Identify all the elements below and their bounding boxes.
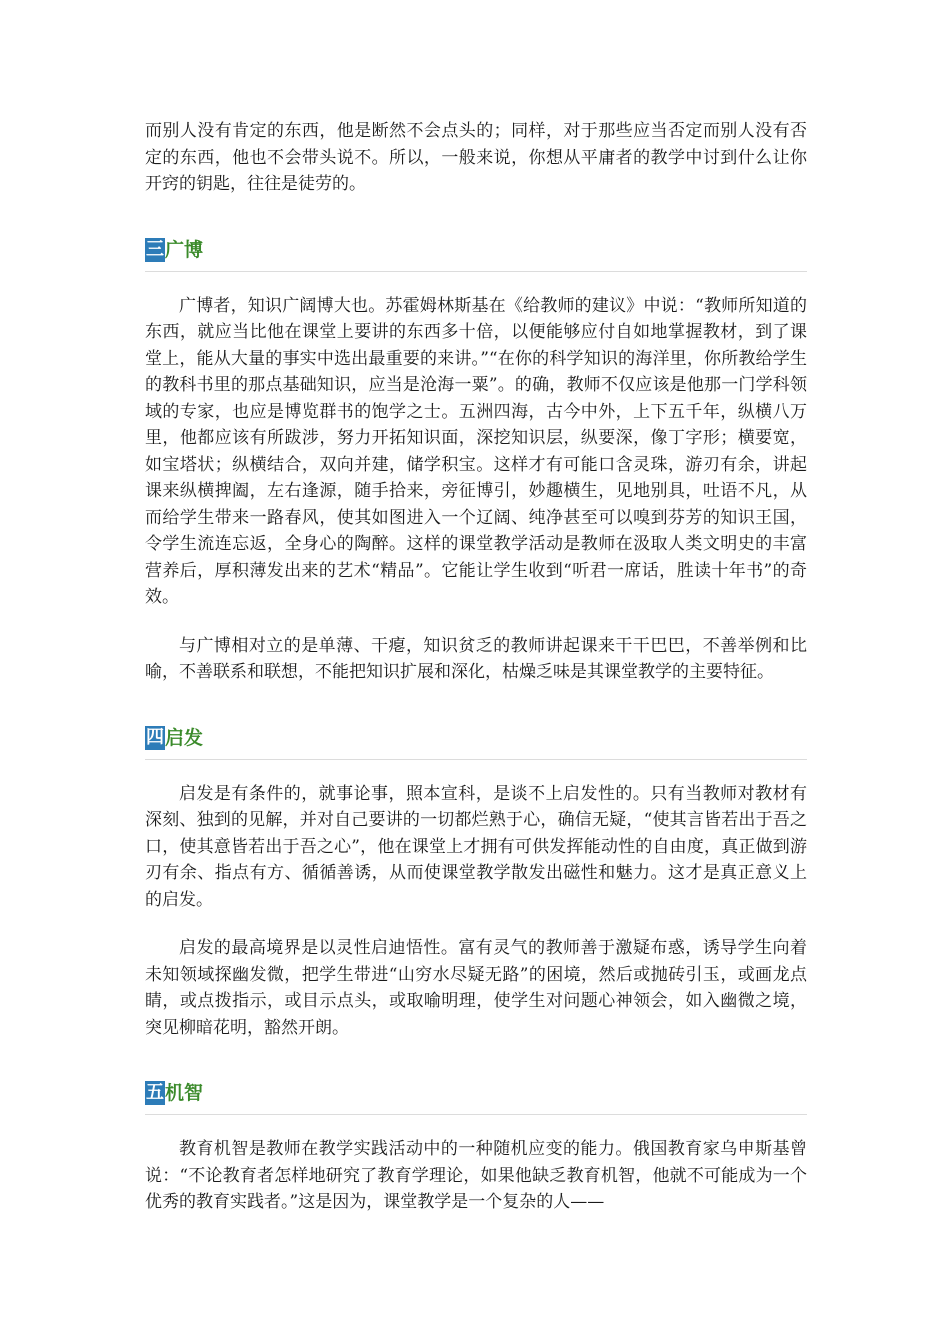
section-heading-3	[145, 235, 807, 265]
section-5-paragraph-1: 教育机智是教师在教学实践活动中的一种随机应变的能力。俄国教育家乌申斯基曾说：“不论教育者怎样地研究了教育学理论，如果他缺乏教育机智，他就不可能成为一个优秀的教育实践者。”这是因为，课堂教学是一个复杂的人——	[145, 1139, 807, 1212]
section-4-paragraph-1: 启发是有条件的，就事论事，照本宣科，是谈不上启发性的。只有当教师对教材有深刻、独到的见解，并对自己要讲的一切都烂熟于心，确信无疑，“使其言皆若出于吾之口，使其意皆若出于吾之心”，他在课堂上才拥有可供发挥能动性的自由度，真正做到游刃有余、指点有方、循循善诱，从而使课堂教学散发出磁性和魅力。这才是真正意义上的启发。	[145, 783, 807, 910]
section-number-4: 四	[146, 726, 164, 748]
section-3-paragraph-1: 广博者，知识广阔博大也。苏霍姆林斯基在《给教师的建议》中说：“教师所知道的东西，就应当比他在课堂上要讲的东西多十倍，以便能够应付自如地掌握教材，到了课堂上，能从大量的事实中选出最重要的来讲。”“在你的科学知识的海洋里，你所教给学生的教科书里的那点基础知识，应当是沧海一粟”。的确，教师不仅应该是他那一门学科领域的专家，也应是博览群书的饱学之士。五洲四海，古今中外，上下五千年，纵横八万里，他都应该有所跋涉，努力开拓知识面，深挖知识层，纵要深，像丁字形；横要宽，如宝塔状；纵横结合，双向并建，储学积宝。这样才有可能口含灵珠，游刃有余，讲起课来纵横捭阖，左右逢源，随手拾来，旁征博引，妙趣横生，见地别具，吐语不凡，从而给学生带来一路春风，使其如图进入一个辽阔、纯净甚至可以嗅到芬芳的知识王国，令学生流连忘返，全身心的陶醉。这样的课堂教学活动是教师在汲取人类文明史的丰富营养后，厚积薄发出来的艺术“精品”。它能让学生收到“听君一席话，胜读十年书”的奇效。	[145, 295, 807, 607]
section-divider-4	[145, 759, 807, 760]
section-title-5: 机智	[165, 1082, 204, 1104]
section-title-3: 广博	[165, 238, 204, 261]
section-divider-3	[145, 271, 807, 272]
section-number-5: 五	[146, 1082, 164, 1103]
section-title-4: 启发	[165, 726, 204, 749]
intro-paragraph: 而别人没有肯定的东西，他是断然不会点头的；同样，对于那些应当否定而别人没有否定的东西，他也不会带头说不。所以，一般来说，你想从平庸者的教学中讨到什么让你开窍的钥匙，往往是徒劳的。	[145, 121, 807, 194]
section-heading-4	[145, 723, 807, 753]
section-3-paragraph-2: 与广博相对立的是单薄、干瘪，知识贫乏的教师讲起课来干干巴巴，不善举例和比喻，不善联系和联想，不能把知识扩展和深化，枯燥乏味是其课堂教学的主要特征。	[145, 635, 807, 682]
document-page	[145, 118, 807, 1216]
section-heading-5	[145, 1078, 807, 1108]
section-number-3: 三	[146, 238, 164, 260]
section-divider-5	[145, 1114, 807, 1115]
section-4-paragraph-2: 启发的最高境界是以灵性启迪悟性。富有灵气的教师善于激疑布惑，诱导学生向着未知领域探幽发微，把学生带进“山穷水尽疑无路”的困境，然后或抛砖引玉，或画龙点睛，或点拨指示，或目示点头，或取喻明理，使学生对问题心神领会，如入幽微之境，突见柳暗花明，豁然开朗。	[145, 938, 807, 1038]
